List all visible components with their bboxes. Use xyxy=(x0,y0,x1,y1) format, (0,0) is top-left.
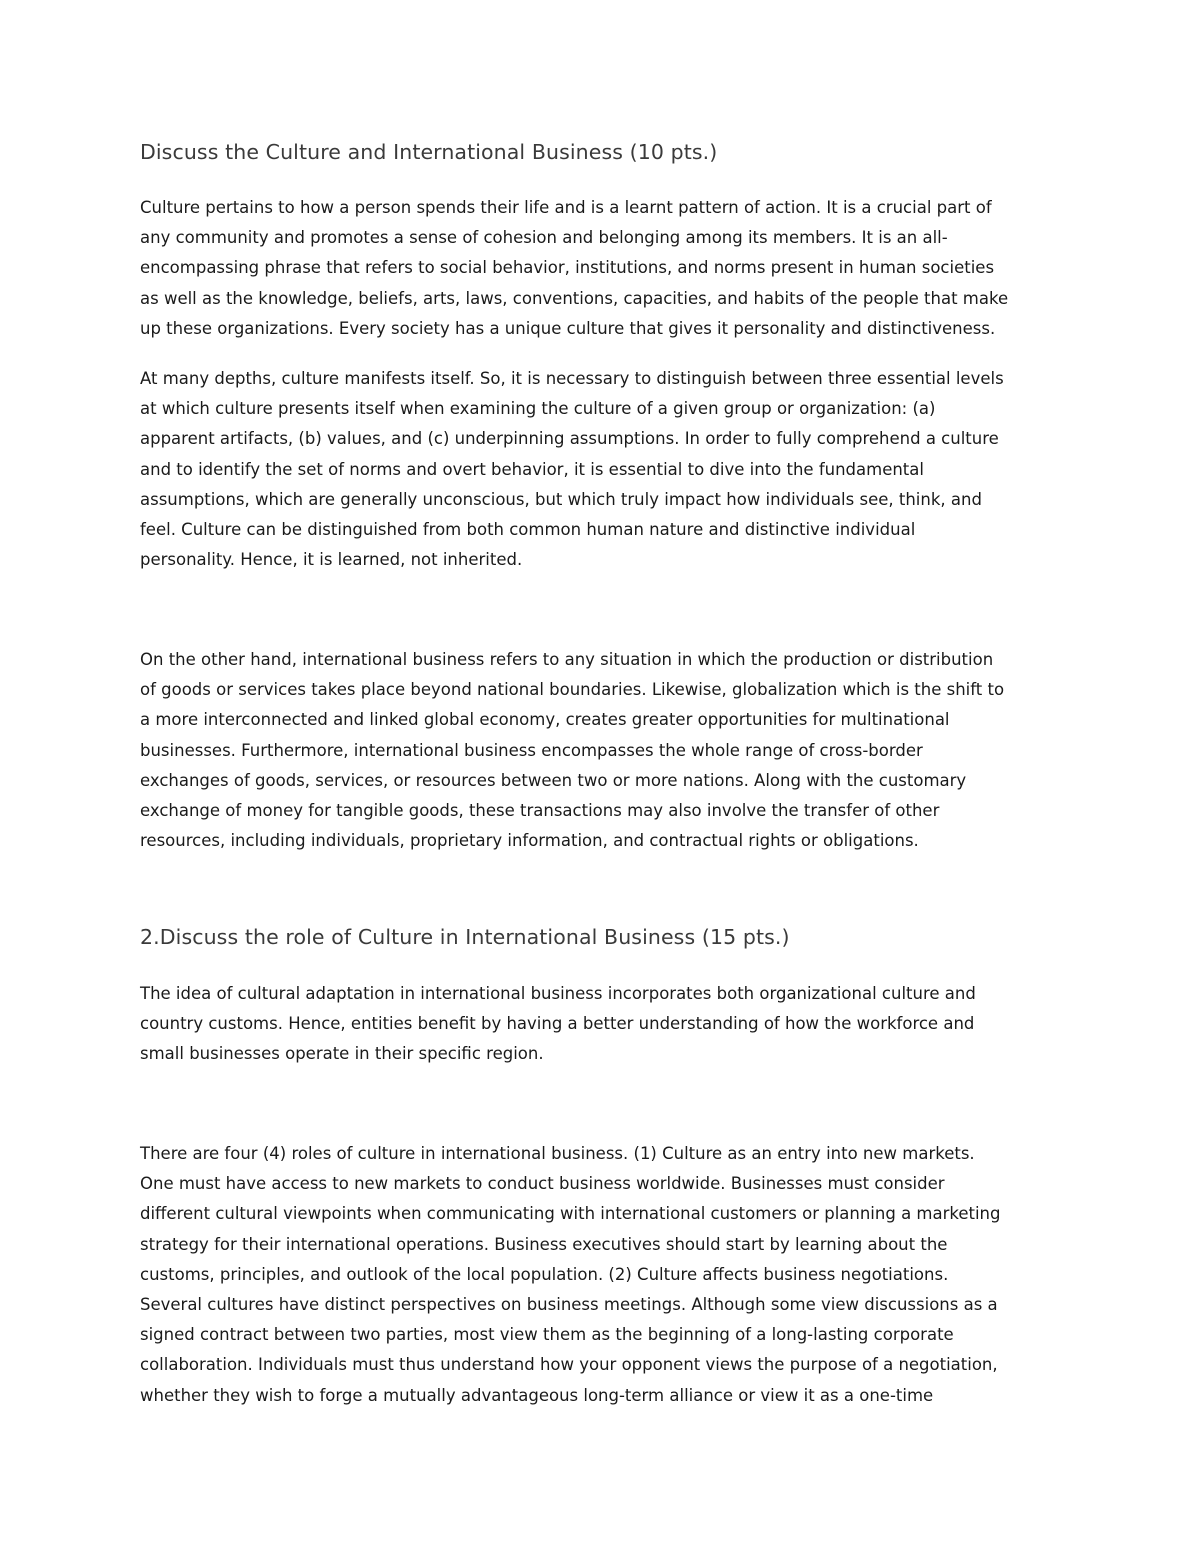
text-line: There are four (4) roles of culture in international business. (1) Culture as an entry into new markets. xyxy=(140,1144,975,1163)
text-line: assumptions, which are generally unconscious, but which truly impact how individuals see, think, and xyxy=(140,489,982,509)
text-line: any community and promotes a sense of cohesion and belonging among its members. It is an all- xyxy=(140,228,948,248)
paragraph-international-business xyxy=(140,645,1070,856)
text-line: exchanges of goods, services, or resources between two or more nations. Along with the customary xyxy=(140,770,967,790)
text-line: The idea of cultural adaptation in international business incorporates both organizational culture and xyxy=(140,984,976,1003)
text-line: At many depths, culture manifests itself. So, it is necessary to distinguish between three essential levels xyxy=(140,369,1004,388)
text-line: On the other hand, international business refers to any situation in which the production or distribution xyxy=(140,650,994,669)
paragraph-cultural-adaptation xyxy=(140,979,1070,1070)
text-line: different cultural viewpoints when communicating with international customers or planning a marketing xyxy=(140,1204,1001,1224)
section-1-heading: Discuss the Culture and International Business (10 pts.) xyxy=(140,140,718,164)
text-line: resources, including individuals, proprietary information, and contractual rights or obligations. xyxy=(140,831,919,851)
paragraph-culture-levels xyxy=(140,364,1070,575)
text-line: customs, principles, and outlook of the local population. (2) Culture affects business negotiations. xyxy=(140,1264,949,1284)
text-line: up these organizations. Every society has a unique culture that gives it personality and distinctiveness. xyxy=(140,318,996,338)
text-line: encompassing phrase that refers to social behavior, institutions, and norms present in human societies xyxy=(140,258,995,278)
text-line: Culture pertains to how a person spends their life and is a learnt pattern of action. It is a crucial part of xyxy=(140,198,992,217)
text-line: and to identify the set of norms and overt behavior, it is essential to dive into the fundamental xyxy=(140,459,924,479)
paragraph-four-roles xyxy=(140,1139,1070,1411)
text-line: Several cultures have distinct perspectives on business meetings. Although some view discussions as a xyxy=(140,1295,998,1315)
text-line: strategy for their international operations. Business executives should start by learning about the xyxy=(140,1234,948,1254)
text-line: collaboration. Individuals must thus understand how your opponent views the purpose of a negotiation, xyxy=(140,1355,998,1375)
text-line: as well as the knowledge, beliefs, arts, laws, conventions, capacities, and habits of the people that make xyxy=(140,288,1009,308)
text-line: country customs. Hence, entities benefit by having a better understanding of how the workforce and xyxy=(140,1014,975,1034)
text-line: at which culture presents itself when examining the culture of a given group or organization: (a) xyxy=(140,399,936,419)
text-line: businesses. Furthermore, international business encompasses the whole range of cross-border xyxy=(140,740,923,760)
text-line: personality. Hence, it is learned, not inherited. xyxy=(140,550,523,570)
section-2-heading: 2.Discuss the role of Culture in International Business (15 pts.) xyxy=(140,925,790,949)
text-line: small businesses operate in their specific region. xyxy=(140,1044,544,1064)
paragraph-culture-definition xyxy=(140,193,1070,344)
text-line: a more interconnected and linked global economy, creates greater opportunities for multinational xyxy=(140,710,950,730)
text-line: apparent artifacts, (b) values, and (c) underpinning assumptions. In order to fully comprehend a culture xyxy=(140,429,999,449)
text-line: whether they wish to forge a mutually advantageous long-term alliance or view it as a one-time xyxy=(140,1385,934,1405)
text-line: of goods or services takes place beyond national boundaries. Likewise, globalization which is the shift to xyxy=(140,680,1005,700)
text-line: feel. Culture can be distinguished from both common human nature and distinctive individual xyxy=(140,520,916,540)
text-line: signed contract between two parties, most view them as the beginning of a long-lasting corporate xyxy=(140,1325,954,1345)
text-line: One must have access to new markets to conduct business worldwide. Businesses must consider xyxy=(140,1174,945,1194)
text-line: exchange of money for tangible goods, these transactions may also involve the transfer of other xyxy=(140,801,940,821)
